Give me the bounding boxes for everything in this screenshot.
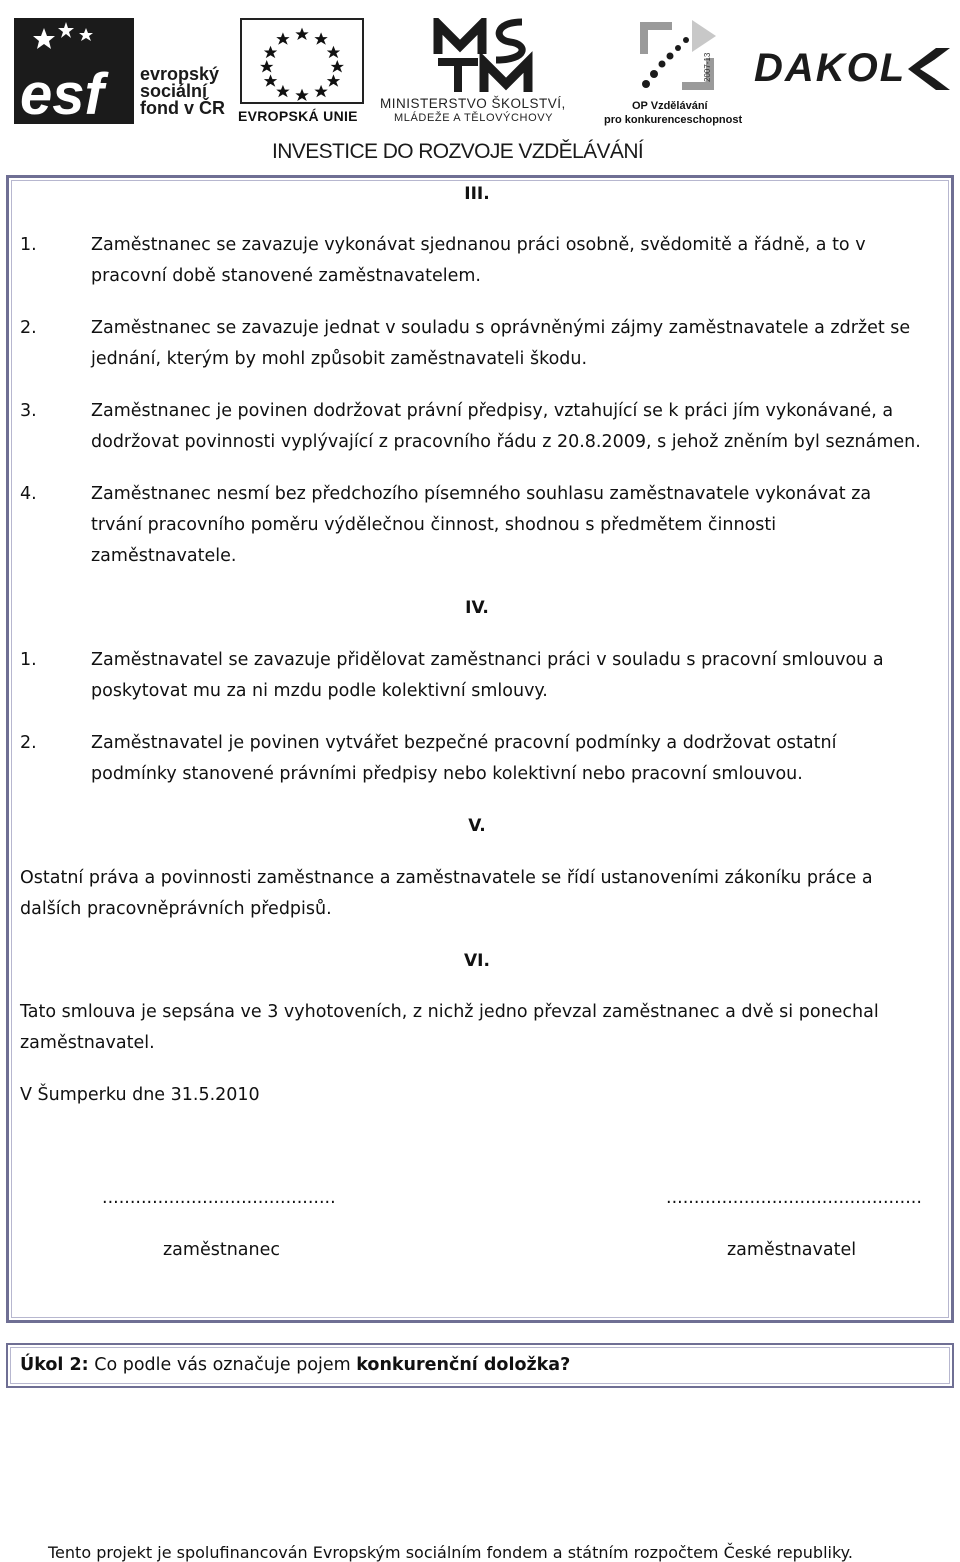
task-question bbox=[20, 1355, 570, 1375]
esf-line-1: evropský bbox=[140, 64, 220, 84]
article-5-line-2: dalších pracovněprávních předpisů. bbox=[20, 899, 332, 919]
article-3-item-4-line-2: trvání pracovního poměru výdělečnou činnost, shodnou s předmětem činnosti bbox=[91, 515, 777, 535]
article-3-item-2-line-1: Zaměstnanec se zavazuje jednat v souladu s oprávněnými zájmy zaměstnavatele a zdržet se bbox=[91, 318, 911, 338]
esf-mark-icon bbox=[14, 18, 134, 124]
article-3-item-3-line-2: dodržovat povinnosti vyplývající z pracovního řádu z 20.8.2009, s jehož zněním byl seznámen. bbox=[91, 432, 921, 452]
article-3-item-4-line-3: zaměstnavatele. bbox=[91, 546, 237, 566]
msmt-logo bbox=[380, 18, 595, 128]
article-5-line-1: Ostatní práva a povinnosti zaměstnance a zaměstnavatele se řídí ustanoveními zákoníku práce a bbox=[20, 868, 873, 888]
article-5-heading: V. bbox=[468, 816, 486, 836]
tagline: INVESTICE DO ROZVOJE VZDĚLÁVÁNÍ bbox=[272, 140, 644, 163]
article-3-item-3-number: 3. bbox=[20, 401, 37, 421]
opvk-line-1: OP Vzdělávání bbox=[632, 100, 708, 112]
place-and-date: V Šumperku dne 31.5.2010 bbox=[20, 1085, 260, 1105]
opvk-year: 2007-13 bbox=[703, 52, 712, 82]
opvk-line-2: pro konkurenceschopnost bbox=[604, 114, 743, 126]
article-3-item-4-line-1: Zaměstnanec nesmí bez předchozího písemného souhlasu zaměstnavatele vykonávat za bbox=[91, 484, 872, 504]
article-3-item-1-number: 1. bbox=[20, 235, 37, 255]
article-6-line-2: zaměstnavatel. bbox=[20, 1033, 155, 1053]
esf-line-3: fond v ČR bbox=[140, 98, 225, 118]
article-4-item-1-number: 1. bbox=[20, 650, 37, 670]
esf-line-2: sociální bbox=[140, 81, 208, 101]
task-label: Úkol 2: bbox=[20, 1355, 89, 1375]
employee-signature-label: zaměstnanec bbox=[163, 1240, 280, 1260]
article-3-item-4-number: 4. bbox=[20, 484, 37, 504]
article-3-item-1-line-2: pracovní době stanovené zaměstnavatelem. bbox=[91, 266, 481, 286]
article-4-item-2-line-2: podmínky stanovené právními předpisy nebo kolektivní nebo pracovní smlouvou. bbox=[91, 764, 803, 784]
article-4-item-1-line-1: Zaměstnavatel se zavazuje přidělovat zaměstnanci práci v souladu s pracovní smlouvou a bbox=[91, 650, 884, 670]
msmt-line-2: MLÁDEŽE A TĚLOVÝCHOVY bbox=[394, 112, 554, 124]
eu-flag-icon bbox=[240, 18, 364, 104]
esf-wordmark bbox=[140, 66, 225, 117]
task-term: konkurenční doložka? bbox=[356, 1355, 571, 1375]
employer-signature-line: .............................................. bbox=[666, 1188, 922, 1208]
article-4-heading: IV. bbox=[465, 598, 489, 618]
eu-label: EVROPSKÁ UNIE bbox=[238, 108, 358, 124]
opvk-arrows-icon bbox=[632, 14, 722, 98]
article-4-item-2-line-1: Zaměstnavatel je povinen vytvářet bezpečné pracovní podmínky a dodržovat ostatní bbox=[91, 733, 837, 753]
employee-signature-line: .......................................... bbox=[102, 1188, 336, 1208]
article-4-item-1-line-2: poskytovat mu za ni mzdu podle kolektivní smlouvy. bbox=[91, 681, 548, 701]
article-3-item-3-line-1: Zaměstnanec je povinen dodržovat právní předpisy, vztahující se k práci jím vykonávané, a bbox=[91, 401, 894, 421]
msmt-line-1: MINISTERSTVO ŠKOLSTVÍ, bbox=[380, 96, 566, 111]
article-4-item-2-number: 2. bbox=[20, 733, 37, 753]
dakol-wordmark: DAKOL bbox=[754, 46, 907, 90]
svg-text:esf: esf bbox=[20, 62, 104, 124]
dakol-arrow-icon bbox=[904, 48, 950, 90]
article-3-item-2-number: 2. bbox=[20, 318, 37, 338]
task-box bbox=[6, 1343, 954, 1388]
article-3-item-2-line-2: jednání, kterým by mohl způsobit zaměstnavateli škodu. bbox=[91, 349, 588, 369]
eu-logo bbox=[238, 18, 368, 126]
esf-logo bbox=[14, 18, 234, 128]
dakol-logo bbox=[754, 46, 950, 96]
opvk-logo bbox=[602, 14, 752, 128]
task-text: Co podle vás označuje pojem bbox=[88, 1355, 357, 1375]
article-3-item-1-line-1: Zaměstnanec se zavazuje vykonávat sjednanou práci osobně, svědomitě a řádně, a to v bbox=[91, 235, 866, 255]
msmt-monogram-icon bbox=[432, 18, 542, 94]
article-6-line-1: Tato smlouva je sepsána ve 3 vyhotoveních, z nichž jedno převzal zaměstnanec a dvě si ponechal bbox=[20, 1002, 879, 1022]
funding-footer: Tento projekt je spolufinancován Evropským sociálním fondem a státním rozpočtem České republiky. bbox=[48, 1543, 853, 1562]
logo-header bbox=[0, 0, 960, 172]
article-3-heading: III. bbox=[464, 184, 490, 204]
article-6-heading: VI. bbox=[464, 951, 490, 971]
employer-signature-label: zaměstnavatel bbox=[727, 1240, 857, 1260]
